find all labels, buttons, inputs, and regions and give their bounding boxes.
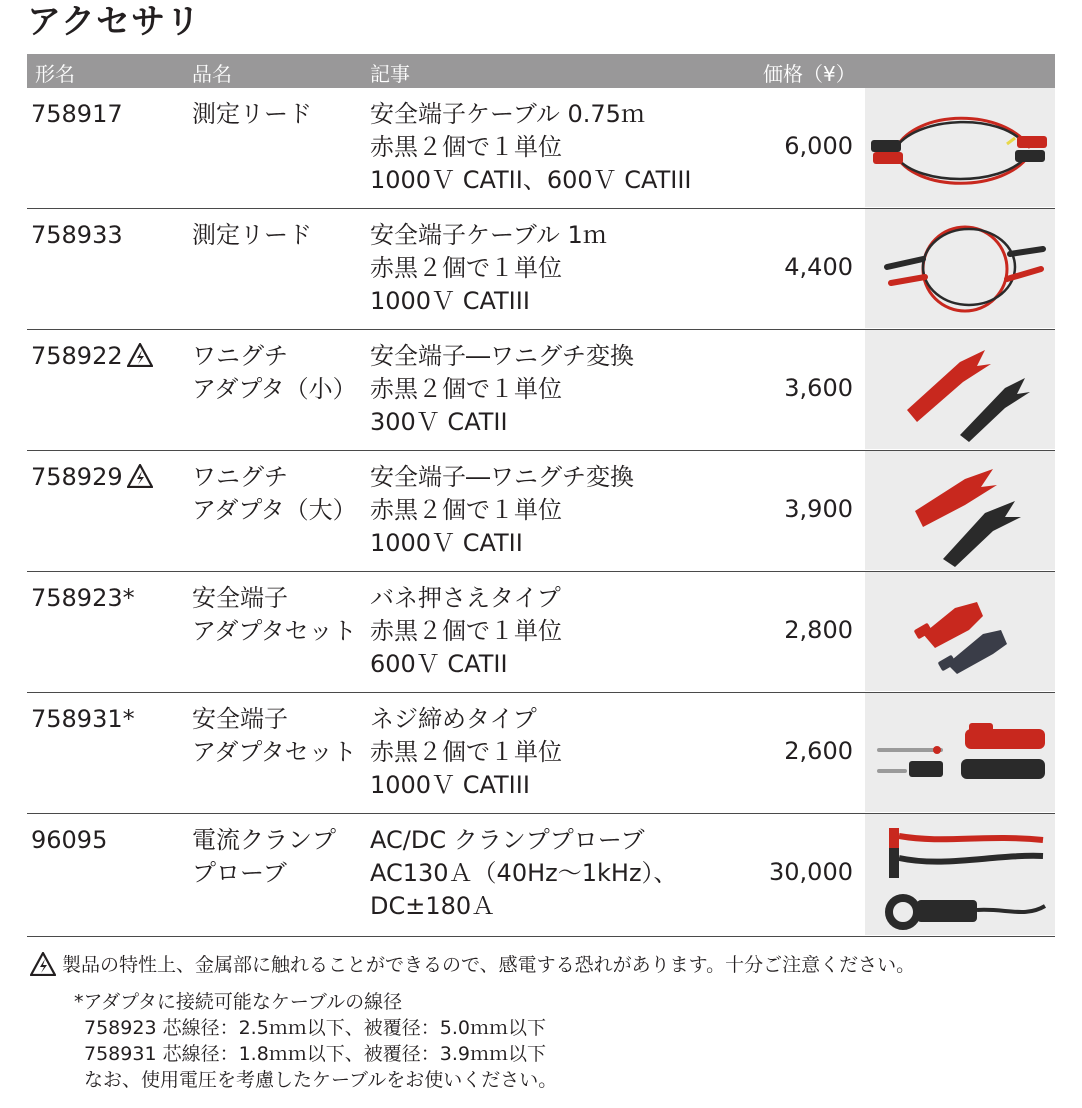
price: 3,900: [784, 495, 853, 523]
product-name: ワニグチ アダプタ（大）: [192, 463, 357, 524]
price: 2,600: [784, 737, 853, 765]
description: 安全端子ケーブル 1ｍ 赤黒２個で１単位 1000Ｖ CATIII: [370, 221, 607, 315]
description: 安全端子―ワニグチ変換 赤黒２個で１単位 1000Ｖ CATII: [370, 463, 634, 557]
warning-icon: [127, 464, 153, 488]
table-header: [27, 54, 1055, 88]
model-number: 758923*: [31, 584, 135, 612]
product-name: 測定リード: [192, 221, 312, 249]
clamp-probe-photo: [865, 814, 1055, 935]
product-name: ワニグチ アダプタ（小）: [192, 342, 357, 403]
table-row: [27, 209, 1055, 330]
model-number: 758933: [31, 221, 123, 249]
table-row: [27, 330, 1055, 451]
warning-icon: [127, 343, 153, 367]
warning-icon: [30, 952, 56, 976]
coiled-test-lead-photo: [865, 88, 1055, 207]
description: ネジ締めタイプ 赤黒２個で１単位 1000Ｖ CATIII: [370, 705, 562, 799]
header-desc: 記事: [370, 62, 410, 86]
product-name: 安全端子 アダプタセット: [192, 705, 357, 766]
description: 安全端子―ワニグチ変換 赤黒２個で１単位 300Ｖ CATII: [370, 342, 634, 436]
product-name: 電流クランプ プローブ: [192, 826, 336, 887]
header-model: 形名: [35, 62, 75, 86]
description: バネ押さえタイプ 赤黒２個で１単位 600Ｖ CATII: [370, 584, 562, 678]
model-number: 758922: [31, 340, 153, 373]
price: 30,000: [769, 858, 853, 886]
product-name: 測定リード: [192, 100, 312, 128]
coiled-test-lead-photo: [865, 209, 1055, 328]
page-title: アクセサリ: [27, 2, 201, 42]
description: 安全端子ケーブル 0.75ｍ 赤黒２個で１単位 1000Ｖ CATII、600Ｖ CATIII: [370, 100, 692, 194]
warning-note: 製品の特性上、金属部に触れることができるので、感電する恐れがあります。十分ご注意ください。: [30, 952, 915, 978]
table-row: [27, 572, 1055, 693]
product-name: 安全端子 アダプタセット: [192, 584, 357, 645]
header-name: 品名: [192, 62, 232, 86]
table-row: [27, 693, 1055, 814]
footnote-line: 758923 芯線径：2.5ｍｍ以下、被覆径：5.0ｍｍ以下: [84, 1017, 547, 1039]
table-row: [27, 814, 1055, 937]
price: 2,800: [784, 616, 853, 644]
alligator-clip-photo: [865, 451, 1055, 570]
footnote-header: *アダプタに接続可能なケーブルの線径: [74, 991, 403, 1013]
price: 3,600: [784, 374, 853, 402]
terminal-adapter-photo: [865, 693, 1055, 812]
header-price: 価格（¥）: [763, 62, 856, 86]
terminal-adapter-photo: [865, 572, 1055, 691]
model-number: 758929: [31, 461, 153, 494]
price: 6,000: [784, 132, 853, 160]
footnote-line: なお、使用電圧を考慮したケーブルをお使いください。: [84, 1069, 558, 1091]
model-number: 758917: [31, 100, 123, 128]
description: AC/DC クランププローブ AC130Ａ（40Hz～1kHz）、 DC±180Ａ: [370, 826, 678, 920]
table-row: [27, 88, 1055, 209]
model-number: 96095: [31, 826, 108, 854]
model-number: 758931*: [31, 705, 135, 733]
price: 4,400: [784, 253, 853, 281]
footnote-line: 758931 芯線径：1.8ｍｍ以下、被覆径：3.9ｍｍ以下: [84, 1043, 547, 1065]
table-row: [27, 451, 1055, 572]
alligator-clip-photo: [865, 330, 1055, 449]
